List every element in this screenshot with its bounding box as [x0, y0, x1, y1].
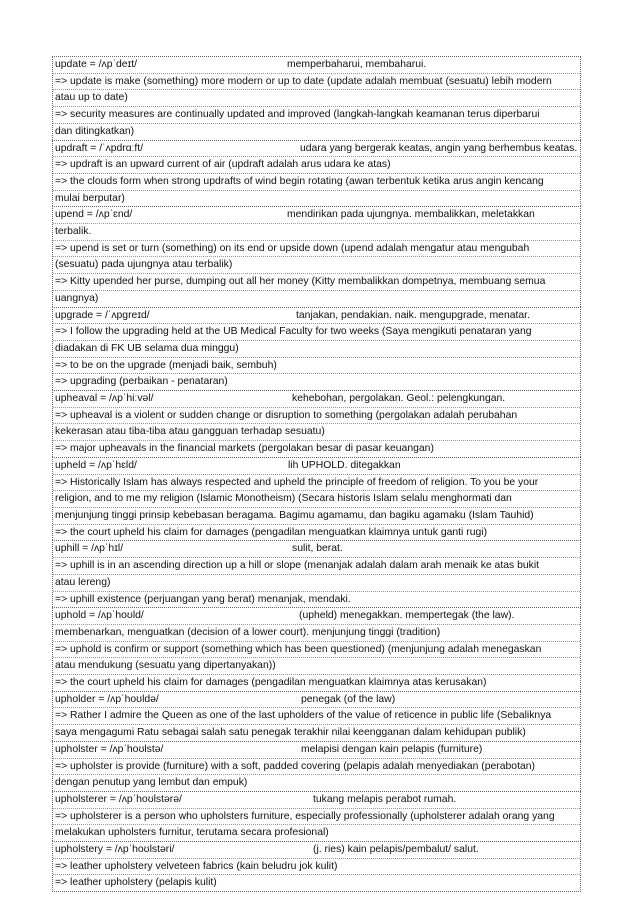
entry-line: mulai berputar)	[55, 192, 125, 204]
headword: update = /ʌpˈdeɪt/	[55, 59, 137, 70]
translation: (j. ries) kain pelapis/pembalut/ salut.	[313, 844, 479, 856]
entry-headline	[53, 391, 580, 408]
entry-line: saya mengagumi Ratu sebagai salah satu penegak terakhir nilai keengganan dalam kehidupan publik)	[55, 727, 526, 739]
headword: upend = /ʌpˈɛnd/	[55, 209, 133, 221]
headword: updraft = /ˈʌpdrɑːft/	[55, 142, 144, 154]
translation: sulit, berat.	[292, 543, 343, 555]
entry-line: => Kitty upended her purse, dumping out all her money (Kitty membalikkan dompetnya, membuang semua	[53, 274, 580, 291]
dictionary-entry	[52, 307, 581, 391]
entry-headline	[53, 308, 580, 325]
headword: upholder = /ʌpˈhoʊldə/	[55, 693, 159, 705]
entry-line: => upend is set or turn (something) on its end or upside down (upend adalah mengatur atau mengubah	[53, 241, 580, 258]
entry-line: => upholsterer is a person who upholsters furniture, especially professionally (upholsterer adalah orang yang	[53, 809, 580, 826]
entry-line: => I follow the upgrading held at the UB Medical Faculty for two weeks (Saya mengikuti penataran yang	[53, 324, 580, 341]
entry-line: atau mendukung (sesuatu yang dipertanyakan))	[53, 658, 580, 675]
entry-headline	[53, 207, 580, 224]
translation: melapisi dengan kain pelapis (furniture)	[301, 743, 483, 755]
entry-line: => the clouds form when strong updrafts of wind begin rotating (awan terbentuk ketika arus angin kencang	[53, 174, 580, 191]
entry-headline	[53, 57, 580, 74]
entry-line: melakukan upholsters furnitur, terutama secara profesional)	[55, 827, 329, 839]
entry-line: membenarkan, menguatkan (decision of a lower court). menjunjung tinggi (tradition)	[53, 625, 580, 642]
translation: tukang melapis perabot rumah.	[313, 793, 457, 805]
entry-line: => major upheavals in the financial markets (pergolakan besar di pasar keuangan)	[55, 443, 434, 455]
dictionary-entry	[52, 140, 581, 207]
entry-line: terbalik.	[53, 224, 580, 241]
entry-line: => updraft is an upward current of air (updraft adalah arus udara ke atas)	[53, 157, 580, 174]
entry-line: atau up to date)	[53, 90, 580, 107]
entry-headline	[53, 141, 580, 158]
entry-line: => update is make (something) more modern or up to date (update adalah membuat (sesuatu) lebih modern	[53, 74, 580, 91]
entry-headline	[53, 458, 580, 475]
entry-line: atau lereng)	[53, 575, 580, 592]
entry-line: => uphill is in an ascending direction up a hill or slope (menanjak adalah dalam arah menaik ke atas bukit	[53, 558, 580, 575]
entry-line: religion, and to me my religion (Islamic Monotheism) (Secara historis Islam selalu menghormati dan	[53, 491, 580, 508]
entry-headline	[53, 792, 580, 809]
headword: upheld = /ʌpˈhɛld/	[55, 459, 137, 471]
entry-line: => upgrading (perbaikan - penataran)	[55, 376, 228, 388]
entry-headline	[53, 608, 580, 625]
dictionary-entry	[52, 607, 581, 691]
translation: penegak (of the law)	[301, 693, 396, 705]
entry-line: menjunjung tinggi prinsip kebebasan beragama. Bagimu agamamu, dan bagiku agamaku (Islam Tauhid)	[53, 508, 580, 525]
entry-line: uangnya)	[55, 292, 99, 304]
entry-line: => uphill existence (perjuangan yang berat) menanjak, mendaki.	[55, 593, 351, 605]
dictionary-entry	[52, 457, 581, 541]
dictionary-entry	[52, 691, 581, 741]
entry-line: => the court upheld his claim for damages (pengadilan menguatkan klaimnya atas kerusakan)	[55, 677, 487, 689]
headword: uphill = /ʌpˈhɪl/	[55, 543, 124, 555]
dictionary-entry	[52, 540, 581, 607]
headword: upholstery = /ʌpˈhoʊlstəri/	[55, 844, 175, 856]
entry-line: => upheaval is a violent or sudden change or disruption to something (pergolakan adalah perubahan	[53, 408, 580, 425]
translation: mendirikan pada ujungnya. membalikkan, meletakkan	[287, 209, 535, 221]
entry-line: => uphold is confirm or support (something which has been questioned) (menjunjung adalah menegaskan	[53, 642, 580, 659]
entry-line: dan ditingkatkan)	[55, 125, 135, 137]
dictionary-page	[52, 56, 581, 892]
entry-headline	[53, 692, 580, 709]
entry-line: => upholster is provide (furniture) with a soft, padded covering (pelapis adalah menyediakan (perabotan)	[53, 759, 580, 776]
entry-headline	[53, 742, 580, 759]
entry-line: => the court upheld his claim for damages (pengadilan menguatkan klaimnya untuk ganti rugi)	[55, 526, 488, 538]
entry-line: diadakan di FK UB selama dua minggu)	[53, 341, 580, 358]
entry-line: kekerasan atau tiba-tiba atau gangguan terhadap sesuatu)	[53, 424, 580, 441]
dictionary-entry	[52, 791, 581, 841]
entry-line: dengan penutup yang lembut dan empuk)	[55, 777, 248, 789]
translation: kehebohan, pergolakan. Geol.: pelengkungan.	[292, 393, 506, 405]
dictionary-entry	[52, 206, 581, 306]
dictionary-entry	[52, 741, 581, 791]
entry-line: => Rather I admire the Queen as one of the last upholders of the value of reticence in public life (Sebaliknya	[53, 708, 580, 725]
entry-headline	[53, 541, 580, 558]
entry-line: (sesuatu) pada ujungnya atau terbalik)	[53, 257, 580, 274]
entry-line: => Historically Islam has always respected and upheld the principle of freedom of religion. To you be your	[53, 475, 580, 492]
entry-line: => to be on the upgrade (menjadi baik, sembuh)	[53, 358, 580, 375]
dictionary-entry	[52, 56, 581, 140]
headword: upholsterer = /ʌpˈhoʊlstərə/	[55, 793, 182, 805]
entry-headline	[53, 842, 580, 859]
translation: (upheld) menegakkan. mempertegak (the law).	[299, 610, 515, 622]
translation: udara yang bergerak keatas, angin yang berhembus keatas.	[300, 142, 578, 154]
headword: upgrade = /ˈʌpgreɪd/	[55, 309, 150, 321]
translation: memperbaharui, membaharui.	[287, 59, 427, 70]
headword: upholster = /ʌpˈhoʊlstə/	[55, 743, 164, 755]
dictionary-entry	[52, 390, 581, 457]
headword: upheaval = /ʌpˈhiːvəl/	[55, 393, 154, 405]
translation: lih UPHOLD. ditegakkan	[288, 459, 401, 471]
entry-line: => leather upholstery (pelapis kulit)	[55, 877, 217, 889]
headword: uphold = /ʌpˈhoʊld/	[55, 610, 144, 622]
entry-line: => security measures are continually updated and improved (langkah-langkah keamanan terus diperbarui	[53, 107, 580, 124]
dictionary-entry	[52, 841, 581, 892]
translation: tanjakan, pendakian. naik. mengupgrade, menatar.	[296, 309, 530, 321]
entry-line: => leather upholstery velveteen fabrics (kain beludru jok kulit)	[53, 859, 580, 876]
